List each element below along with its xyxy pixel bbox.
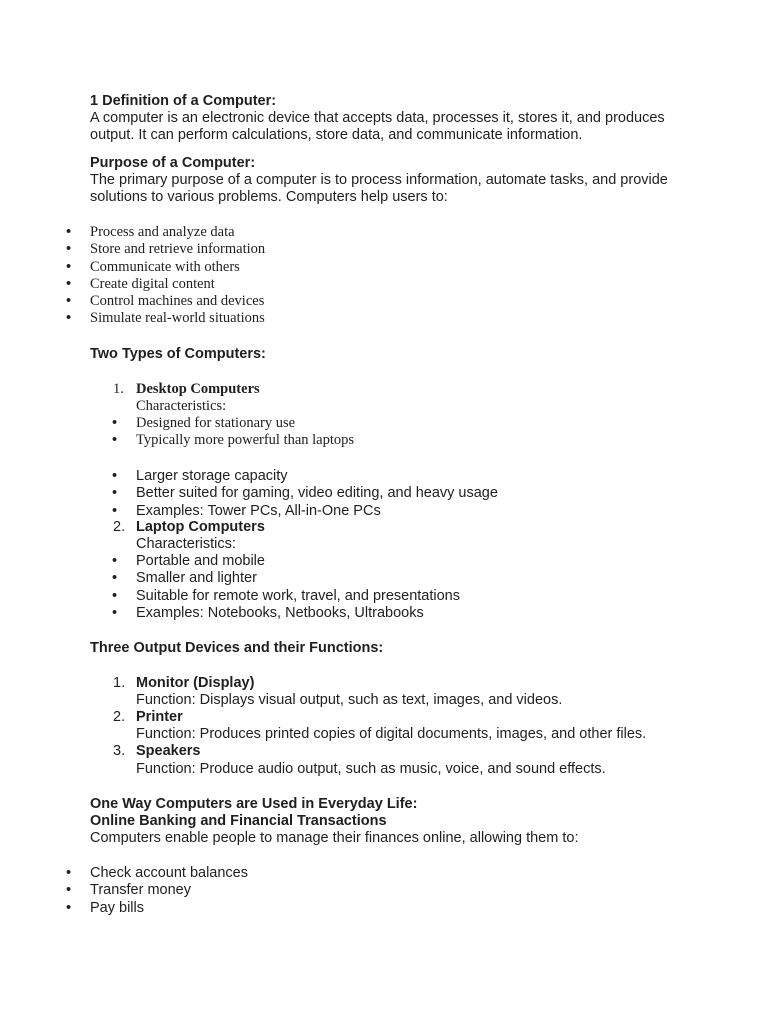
definition-text-line1: A computer is an electronic device that accepts data, processes it, stores it, and produces bbox=[90, 110, 665, 126]
everyday-subheading: Online Banking and Financial Transactions bbox=[90, 813, 387, 829]
monitor-function: Function: Displays visual output, such as text, images, and videos. bbox=[136, 692, 563, 708]
list-item: • Transfer money bbox=[90, 882, 248, 899]
speakers-name: Speakers bbox=[136, 743, 201, 759]
list-item: • Check account balances bbox=[90, 865, 248, 882]
definition-heading: 1 Definition of a Computer: bbox=[90, 93, 277, 109]
desktop-list-serif bbox=[136, 415, 354, 450]
list-item: • Pay bills bbox=[90, 900, 248, 917]
definition-section bbox=[90, 93, 710, 144]
list-item: • Examples: Tower PCs, All-in-One PCs bbox=[136, 503, 498, 520]
list-item: • Suitable for remote work, travel, and presentations bbox=[136, 588, 460, 605]
list-item: • Smaller and lighter bbox=[136, 570, 460, 587]
monitor-number: 1. bbox=[113, 675, 126, 691]
laptop-characteristics-label: Characteristics: bbox=[136, 536, 236, 552]
monitor-name: Monitor (Display) bbox=[136, 675, 255, 691]
list-item: • Store and retrieve information bbox=[90, 241, 265, 258]
speakers-number: 3. bbox=[113, 743, 126, 759]
list-item: • Examples: Notebooks, Netbooks, Ultrabooks bbox=[136, 605, 460, 622]
list-item: • Better suited for gaming, video editing, and heavy usage bbox=[136, 485, 498, 502]
desktop-number: 1. bbox=[113, 381, 124, 397]
desktop-characteristics-label: Characteristics: bbox=[136, 398, 227, 414]
everyday-list bbox=[90, 865, 248, 917]
list-item: • Portable and mobile bbox=[136, 553, 460, 570]
list-item: • Larger storage capacity bbox=[136, 468, 498, 485]
desktop-list bbox=[136, 468, 498, 520]
printer-number: 2. bbox=[113, 709, 126, 725]
purpose-text-line1: The primary purpose of a computer is to process information, automate tasks, and provide bbox=[90, 172, 668, 188]
list-item: • Create digital content bbox=[90, 276, 265, 293]
printer-name: Printer bbox=[136, 709, 183, 725]
purpose-heading: Purpose of a Computer: bbox=[90, 155, 256, 171]
list-item: • Typically more powerful than laptops bbox=[136, 432, 354, 449]
everyday-text: Computers enable people to manage their finances online, allowing them to: bbox=[90, 830, 579, 846]
laptop-number: 2. bbox=[113, 519, 126, 535]
types-heading: Two Types of Computers: bbox=[90, 346, 266, 362]
printer-function: Function: Produces printed copies of digital documents, images, and other files. bbox=[136, 726, 647, 742]
list-item: • Process and analyze data bbox=[90, 224, 265, 241]
purpose-section bbox=[90, 155, 710, 206]
speakers-function: Function: Produce audio output, such as music, voice, and sound effects. bbox=[136, 761, 606, 777]
purpose-text-line2: solutions to various problems. Computers help users to: bbox=[90, 189, 448, 205]
everyday-heading: One Way Computers are Used in Everyday Life: bbox=[90, 796, 418, 812]
list-item: • Control machines and devices bbox=[90, 293, 265, 310]
list-item: • Communicate with others bbox=[90, 259, 265, 276]
desktop-title: Desktop Computers bbox=[136, 381, 260, 397]
output-heading: Three Output Devices and their Functions: bbox=[90, 640, 384, 656]
purpose-list bbox=[90, 224, 265, 328]
list-item: • Designed for stationary use bbox=[136, 415, 354, 432]
definition-text-line2: output. It can perform calculations, store data, and communicate information. bbox=[90, 127, 583, 143]
list-item: • Simulate real-world situations bbox=[90, 310, 265, 327]
laptop-title: Laptop Computers bbox=[136, 519, 265, 535]
laptop-list bbox=[136, 553, 460, 622]
